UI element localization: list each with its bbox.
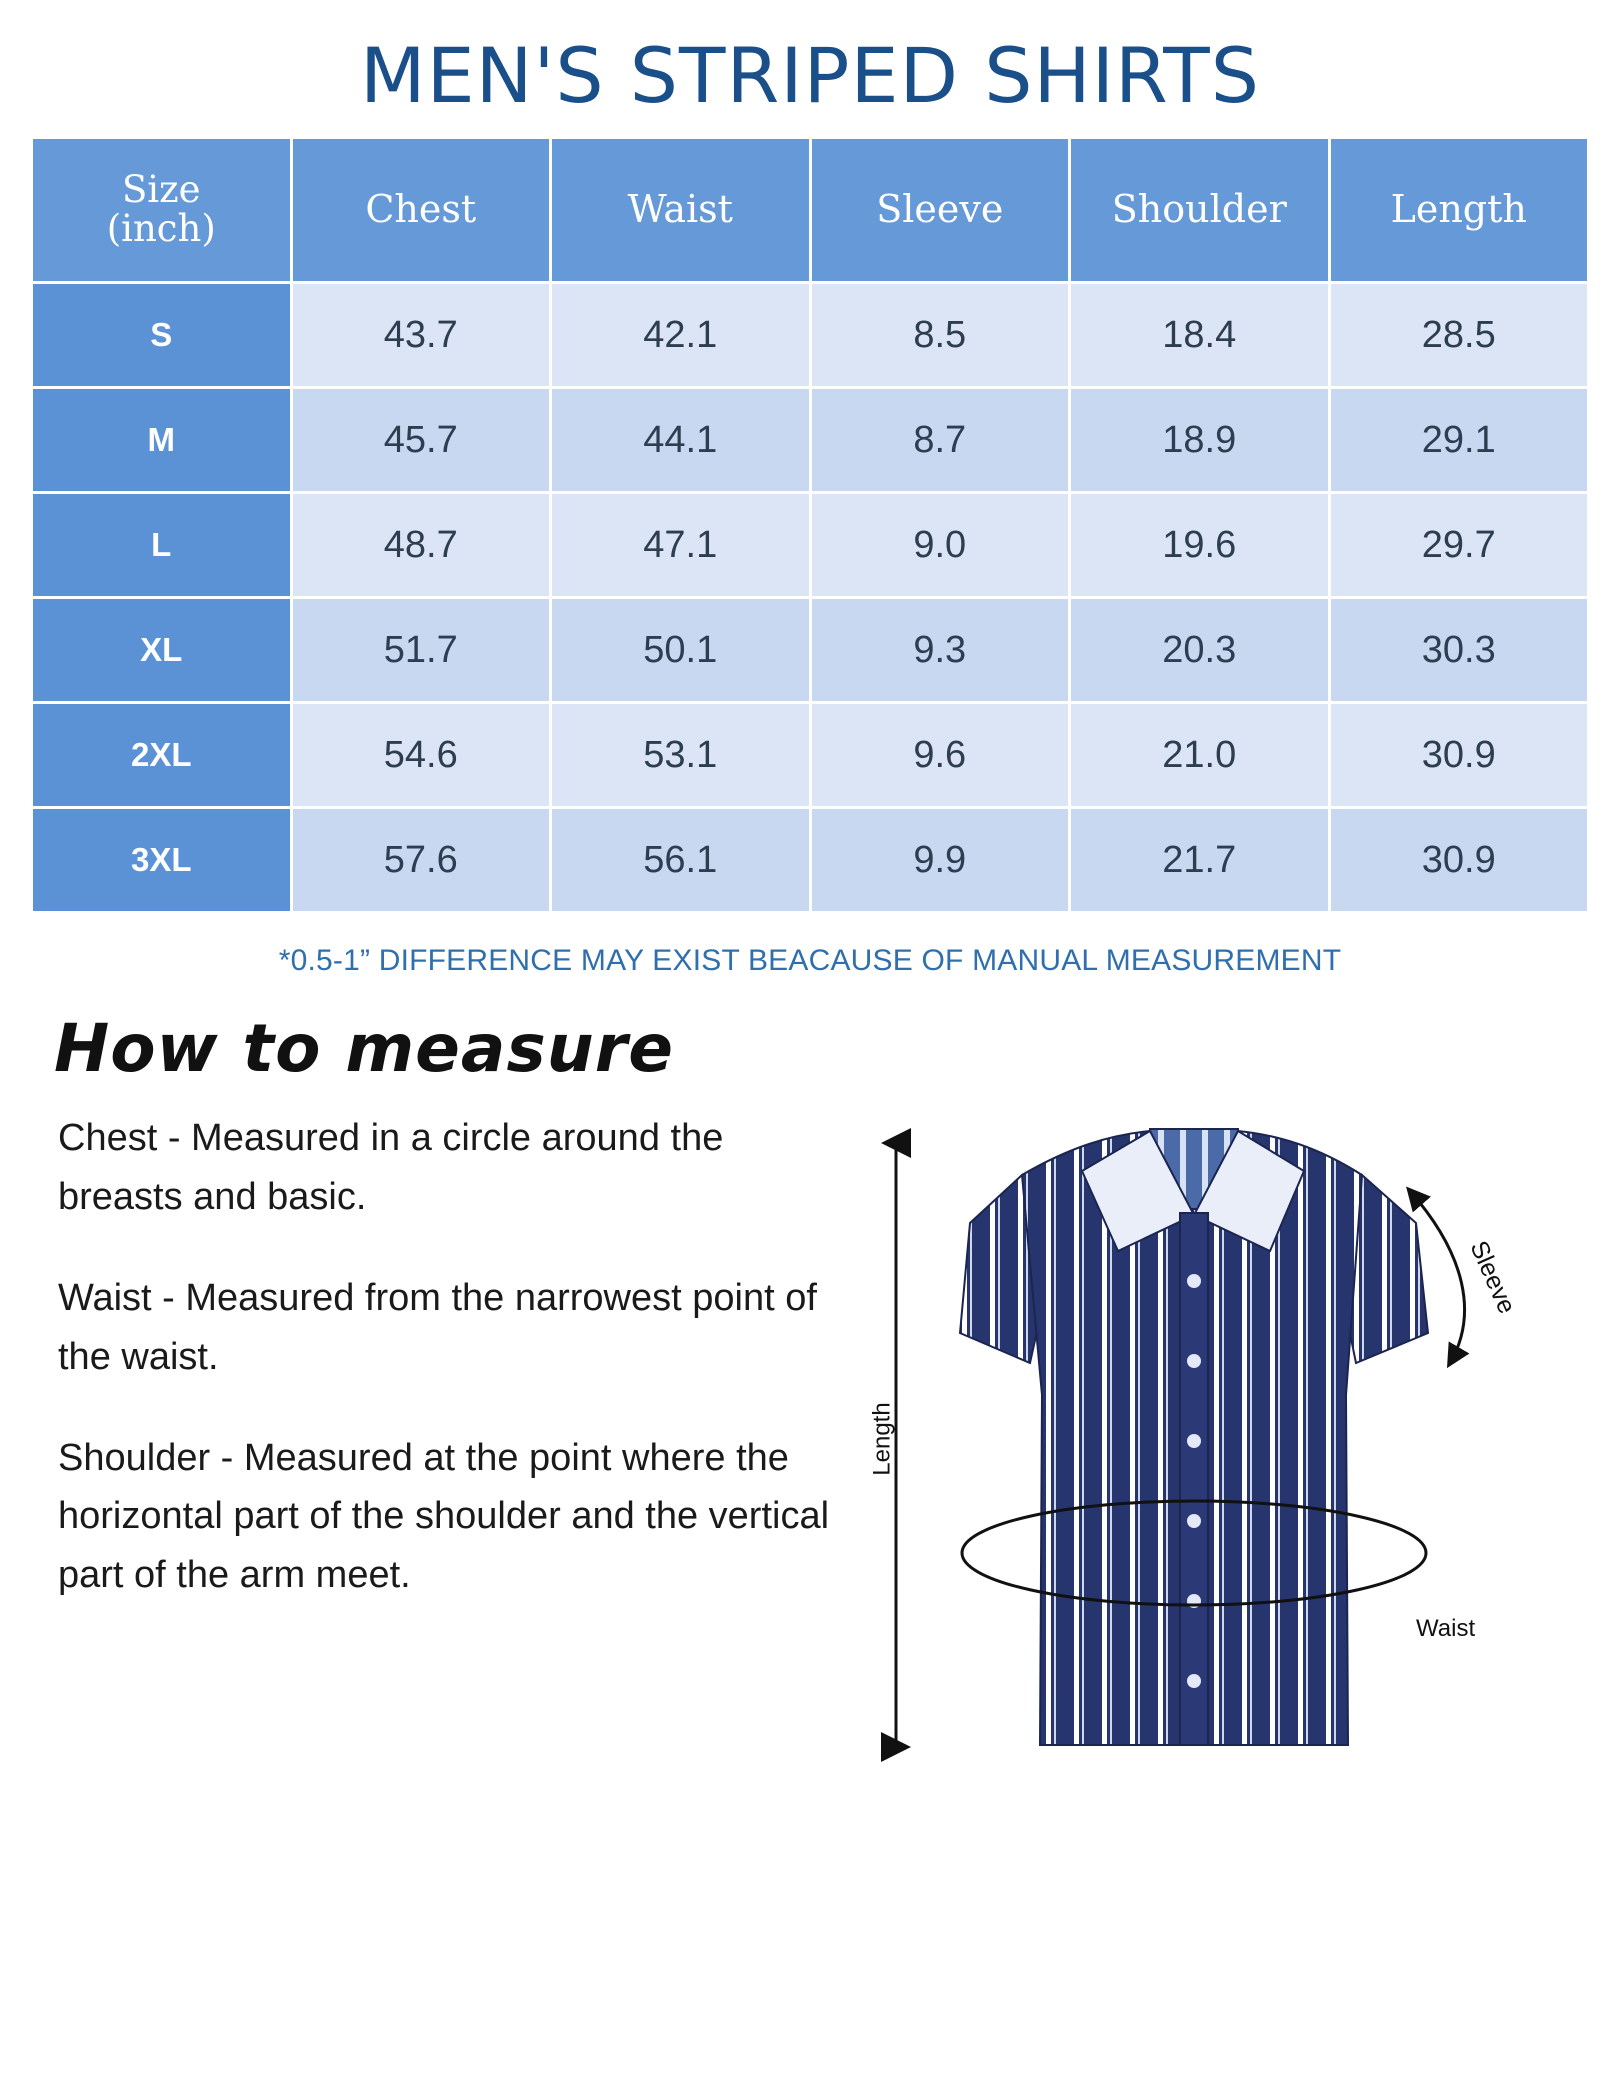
cell-size: XL bbox=[33, 599, 290, 701]
cell-chest: 57.6 bbox=[293, 809, 550, 911]
column-header-sleeve: Sleeve bbox=[812, 139, 1069, 281]
how-to-measure-section bbox=[20, 1095, 1600, 1795]
table-header-row bbox=[33, 139, 1587, 281]
size-header-line1: Size bbox=[121, 168, 201, 212]
cell-size: L bbox=[33, 494, 290, 596]
measure-descriptions bbox=[20, 1095, 850, 1647]
cell-waist: 53.1 bbox=[552, 704, 809, 806]
measurement-note: *0.5-1” DIFFERENCE MAY EXIST BEACAUSE OF MANUAL MEASUREMENT bbox=[278, 944, 1342, 977]
measure-item-waist: Waist - Measured from the narrowest point of the waist. bbox=[58, 1276, 817, 1378]
table-row bbox=[33, 704, 1587, 806]
cell-length: 30.9 bbox=[1331, 809, 1588, 911]
size-header-line2: (inch) bbox=[106, 207, 216, 250]
cell-chest: 48.7 bbox=[293, 494, 550, 596]
shirt-graphic bbox=[960, 1129, 1428, 1745]
waist-label: Waist bbox=[1416, 1615, 1476, 1642]
cell-chest: 45.7 bbox=[293, 389, 550, 491]
cell-length: 30.9 bbox=[1331, 704, 1588, 806]
cell-waist: 50.1 bbox=[552, 599, 809, 701]
cell-length: 30.3 bbox=[1331, 599, 1588, 701]
cell-length: 28.5 bbox=[1331, 284, 1588, 386]
size-table bbox=[30, 136, 1590, 914]
length-label: Length bbox=[868, 1402, 896, 1476]
cell-waist: 42.1 bbox=[552, 284, 809, 386]
cell-size: 2XL bbox=[33, 704, 290, 806]
cell-size: M bbox=[33, 389, 290, 491]
column-header-waist: Waist bbox=[552, 139, 809, 281]
cell-length: 29.7 bbox=[1331, 494, 1588, 596]
measure-item-chest: Chest - Measured in a circle around the breasts and basic. bbox=[58, 1117, 724, 1218]
table-row bbox=[33, 284, 1587, 386]
cell-shoulder: 21.7 bbox=[1071, 809, 1328, 911]
cell-sleeve: 9.6 bbox=[812, 704, 1069, 806]
cell-waist: 47.1 bbox=[552, 494, 809, 596]
cell-sleeve: 8.5 bbox=[812, 284, 1069, 386]
how-to-measure-heading: How to measure bbox=[54, 1010, 675, 1087]
cell-size: S bbox=[33, 284, 290, 386]
table-row bbox=[33, 809, 1587, 911]
column-header-chest: Chest bbox=[293, 139, 550, 281]
column-header-length: Length bbox=[1331, 139, 1588, 281]
cell-chest: 43.7 bbox=[293, 284, 550, 386]
cell-size: 3XL bbox=[33, 809, 290, 911]
shirt-illustration bbox=[850, 1095, 1550, 1795]
cell-chest: 51.7 bbox=[293, 599, 550, 701]
table-row bbox=[33, 599, 1587, 701]
cell-shoulder: 21.0 bbox=[1071, 704, 1328, 806]
cell-waist: 44.1 bbox=[552, 389, 809, 491]
cell-sleeve: 9.9 bbox=[812, 809, 1069, 911]
cell-shoulder: 19.6 bbox=[1071, 494, 1328, 596]
cell-chest: 54.6 bbox=[293, 704, 550, 806]
cell-length: 29.1 bbox=[1331, 389, 1588, 491]
cell-shoulder: 18.9 bbox=[1071, 389, 1328, 491]
measure-item-shoulder: Shoulder - Measured at the point where the horizontal part of the shoulder and the vertical part of the arm meet. bbox=[58, 1436, 830, 1597]
cell-sleeve: 8.7 bbox=[812, 389, 1069, 491]
page-title: MEN'S STRIPED SHIRTS bbox=[360, 31, 1260, 120]
column-header-shoulder: Shoulder bbox=[1071, 139, 1328, 281]
cell-waist: 56.1 bbox=[552, 809, 809, 911]
cell-shoulder: 18.4 bbox=[1071, 284, 1328, 386]
cell-sleeve: 9.3 bbox=[812, 599, 1069, 701]
column-header-size bbox=[33, 139, 290, 281]
table-row bbox=[33, 494, 1587, 596]
table-row bbox=[33, 389, 1587, 491]
cell-sleeve: 9.0 bbox=[812, 494, 1069, 596]
cell-shoulder: 20.3 bbox=[1071, 599, 1328, 701]
sleeve-label: Sleeve bbox=[1464, 1236, 1522, 1318]
